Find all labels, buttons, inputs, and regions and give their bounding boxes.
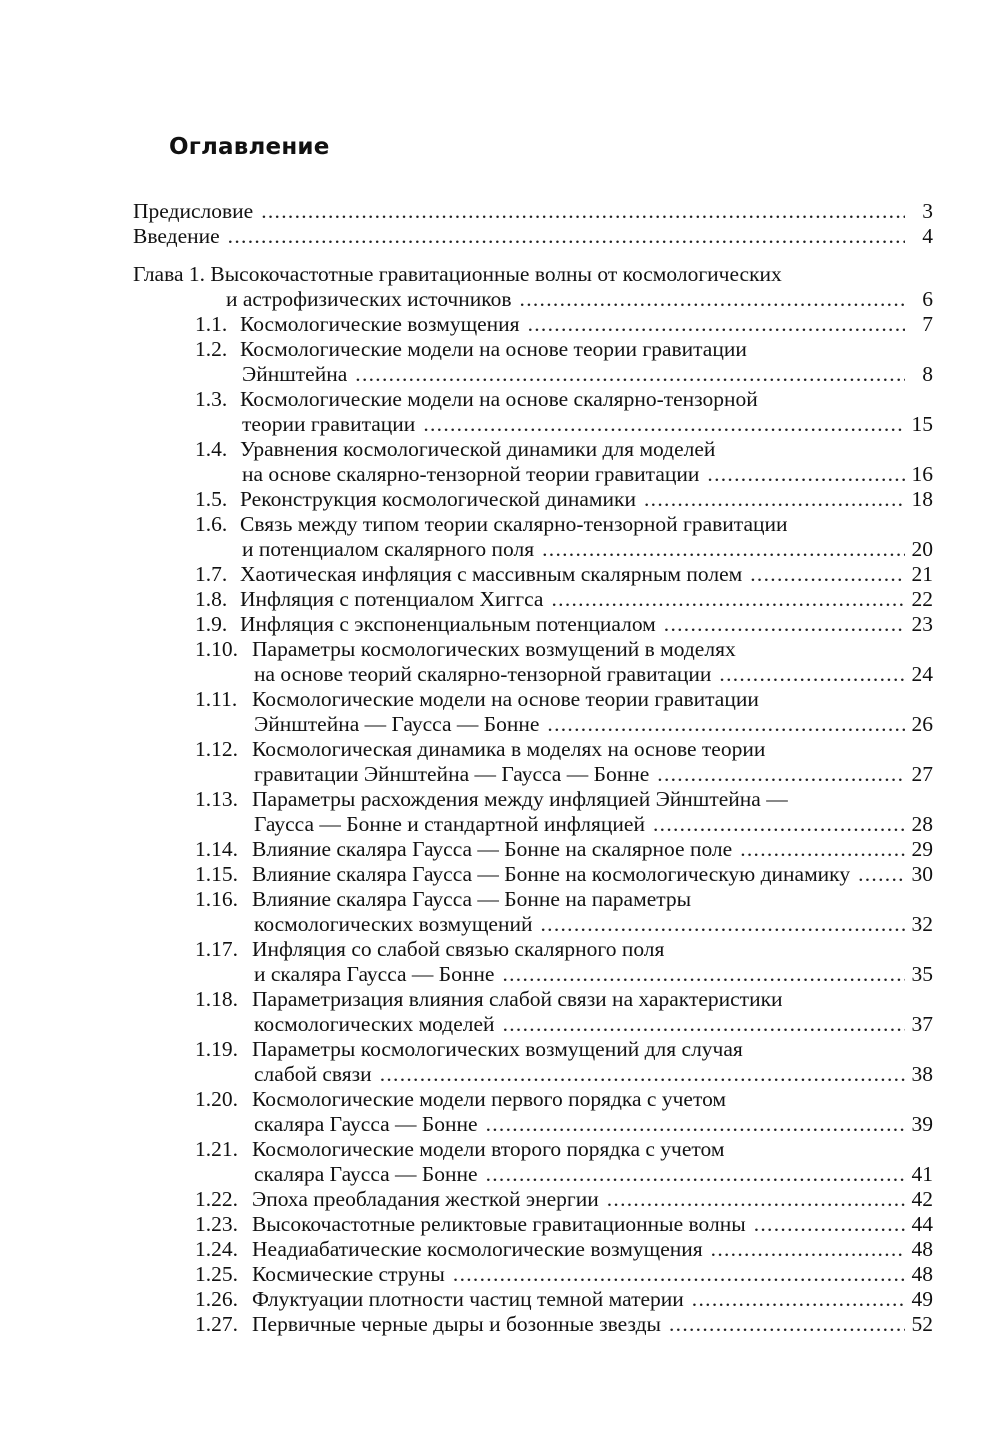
section-number: 1.19. [195, 1037, 238, 1061]
entry-title-wrap [195, 1287, 684, 1312]
entry-continuation-line [133, 1012, 933, 1037]
entry-title: Космические струны [252, 1262, 445, 1286]
toc-entry[interactable] [133, 224, 933, 249]
toc-entry[interactable] [133, 337, 933, 387]
toc-entry[interactable] [133, 1037, 933, 1087]
spacer [133, 249, 933, 262]
entry-title: Параметризация влияния слабой связи на характеристики [252, 987, 783, 1011]
entry-line [133, 562, 933, 587]
section-number: 1.23. [195, 1212, 238, 1236]
entry-title-wrap [254, 1062, 372, 1087]
entry-title-wrap [195, 1237, 703, 1262]
page-title: Оглавление [169, 134, 330, 160]
section-number: 1.26. [195, 1287, 238, 1311]
toc-entry[interactable] [133, 1212, 933, 1237]
page-number: 41 [911, 1162, 933, 1186]
dot-leader [754, 1212, 905, 1237]
page-number: 22 [911, 587, 933, 611]
page-number: 21 [911, 562, 933, 586]
entry-title-wrap [242, 412, 415, 437]
toc-entry[interactable] [133, 387, 933, 437]
entry-title: Параметры космологических возмущений в моделях [252, 637, 736, 661]
toc-entry[interactable] [133, 1237, 933, 1262]
entry-line [133, 512, 933, 537]
section-list [133, 312, 933, 1337]
entry-title: Параметры космологических возмущений для случая [252, 1037, 743, 1061]
chapter-title-continuation: и астрофизических источников [226, 287, 512, 311]
section-number: 1.5. [195, 487, 228, 511]
entry-line [133, 887, 933, 912]
toc-entry[interactable] [133, 199, 933, 224]
page-number: 42 [911, 1187, 933, 1211]
front-matter [133, 199, 933, 249]
entry-title: Космологические модели второго порядка с учетом [252, 1137, 725, 1161]
dot-leader [551, 587, 905, 612]
entry-title-wrap [195, 587, 543, 612]
entry-title: Влияние скаляра Гаусса — Бонне на скалярное поле [252, 837, 733, 861]
entry-title: на основе теорий скалярно-тензорной гравитации [254, 662, 712, 686]
toc-entry[interactable] [133, 512, 933, 562]
entry-title: слабой связи [254, 1062, 372, 1086]
entry-line [133, 1187, 933, 1212]
entry-title: на основе скалярно-тензорной теории гравитации [242, 462, 700, 486]
entry-title: Инфляция с экспоненциальным потенциалом [240, 612, 656, 636]
entry-title: Инфляция с потенциалом Хиггса [240, 587, 544, 611]
page-number: 49 [911, 1287, 933, 1311]
entry-title: Параметры расхождения между инфляцией Эйнштейна — [252, 787, 788, 811]
toc-entry[interactable] [133, 1287, 933, 1312]
section-number: 1.6. [195, 512, 228, 536]
dot-leader [502, 962, 905, 987]
dot-leader [520, 287, 905, 312]
entry-continuation-line [133, 1062, 933, 1087]
entry-continuation-line [133, 762, 933, 787]
entry-title: Уравнения космологической динамики для моделей [240, 437, 716, 461]
dot-leader [528, 312, 905, 337]
page-number: 8 [922, 362, 933, 386]
section-number: 1.4. [195, 437, 228, 461]
toc-entry[interactable] [133, 937, 933, 987]
toc-entry[interactable] [133, 487, 933, 512]
entry-title: космологических моделей [254, 1012, 495, 1036]
dot-leader [261, 199, 905, 224]
section-number: 1.22. [195, 1187, 238, 1211]
page-number: 30 [911, 862, 933, 886]
section-number: 1.3. [195, 387, 228, 411]
toc-entry[interactable] [133, 587, 933, 612]
page-number: 48 [911, 1237, 933, 1261]
table-of-contents [133, 199, 933, 1337]
entry-line [133, 837, 933, 862]
entry-line [133, 937, 933, 962]
entry-continuation-line [133, 662, 933, 687]
entry-continuation-line [133, 1162, 933, 1187]
entry-continuation-line [133, 912, 933, 937]
entry-title-wrap [242, 462, 699, 487]
entry-line [133, 1037, 933, 1062]
page-number: 32 [911, 912, 933, 936]
entry-continuation-line [133, 812, 933, 837]
entry-title-wrap [242, 362, 347, 387]
entry-continuation-line [133, 362, 933, 387]
entry-line [133, 637, 933, 662]
entry-title-wrap [195, 312, 520, 337]
section-number: 1.13. [195, 787, 238, 811]
chapter-title-line: Глава 1. Высокочастотные гравитационные волны от космологических [133, 262, 782, 286]
entry-continuation-line [133, 962, 933, 987]
page-number: 23 [911, 612, 933, 636]
dot-leader [644, 487, 905, 512]
entry-line [133, 1312, 933, 1337]
entry-title: Флуктуации плотности частиц темной материи [252, 1287, 684, 1311]
entry-line [133, 587, 933, 612]
dot-leader [486, 1162, 905, 1187]
section-number: 1.24. [195, 1237, 238, 1261]
section-number: 1.2. [195, 337, 228, 361]
section-number: 1.10. [195, 637, 238, 661]
section-number: 1.25. [195, 1262, 238, 1286]
entry-title: Космологические модели на основе теории гравитации [240, 337, 747, 361]
toc-entry[interactable] [133, 1312, 933, 1337]
toc-entry[interactable] [133, 1262, 933, 1287]
entry-title-wrap [195, 562, 742, 587]
page-number: 44 [911, 1212, 933, 1236]
dot-leader [503, 1012, 905, 1037]
page-number: 6 [922, 287, 933, 311]
entry-line [133, 387, 933, 412]
dot-leader [740, 837, 905, 862]
chapter-entry[interactable] [133, 262, 933, 312]
toc-entry[interactable] [133, 837, 933, 862]
section-number: 1.1. [195, 312, 228, 336]
entry-title: Предисловие [133, 199, 254, 223]
entry-title: Космологические возмущения [240, 312, 520, 336]
dot-leader [607, 1187, 905, 1212]
page-number: 39 [911, 1112, 933, 1136]
entry-line [133, 337, 933, 362]
entry-line [133, 987, 933, 1012]
entry-title-wrap [254, 762, 649, 787]
entry-title: и потенциалом скалярного поля [242, 537, 535, 561]
entry-continuation-line [133, 537, 933, 562]
toc-entry[interactable] [133, 1087, 933, 1137]
dot-leader [228, 224, 905, 249]
entry-line [133, 687, 933, 712]
entry-title: космологических возмущений [254, 912, 533, 936]
dot-leader [653, 812, 905, 837]
entry-title: Инфляция со слабой связью скалярного поля [252, 937, 665, 961]
entry-title: Реконструкция космологической динамики [240, 487, 636, 511]
entry-title: Связь между типом теории скалярно-тензорной гравитации [240, 512, 788, 536]
entry-line [133, 1237, 933, 1262]
entry-title: Хаотическая инфляция с массивным скалярным полем [240, 562, 743, 586]
entry-title: Гаусса — Бонне и стандартной инфляцией [254, 812, 645, 836]
dot-leader [692, 1287, 905, 1312]
entry-title-wrap [254, 662, 711, 687]
dot-leader [719, 662, 905, 687]
entry-title-wrap [195, 1212, 746, 1237]
dot-leader [547, 712, 905, 737]
entry-title-wrap [195, 1187, 599, 1212]
entry-title: Введение [133, 224, 220, 248]
entry-title-wrap [254, 912, 532, 937]
chapter-title-leader-line [133, 287, 933, 312]
entry-line [133, 612, 933, 637]
entry-line [133, 737, 933, 762]
section-number: 1.8. [195, 587, 228, 611]
toc-entry[interactable] [133, 737, 933, 787]
entry-title-wrap [254, 962, 494, 987]
entry-continuation-line [133, 712, 933, 737]
entry-title-wrap [195, 862, 850, 887]
dot-leader [542, 537, 905, 562]
dot-leader [540, 912, 905, 937]
entry-line [133, 1262, 933, 1287]
entry-title-wrap [254, 1012, 495, 1037]
dot-leader [486, 1112, 905, 1137]
entry-title: Высокочастотные реликтовые гравитационные волны [252, 1212, 746, 1236]
entry-title: Космологические модели на основе теории гравитации [252, 687, 759, 711]
entry-line [133, 312, 933, 337]
entry-title: Влияние скаляра Гаусса — Бонне на параметры [252, 887, 692, 911]
entry-title: Эйнштейна — Гаусса — Бонне [254, 712, 540, 736]
toc-entry[interactable] [133, 1187, 933, 1212]
entry-title: скаляра Гаусса — Бонне [254, 1112, 478, 1136]
section-number: 1.11. [195, 687, 238, 711]
entry-line [133, 1087, 933, 1112]
entry-title: Космологическая динамика в моделях на основе теории [252, 737, 766, 761]
page-number: 26 [911, 712, 933, 736]
dot-leader [669, 1312, 905, 1337]
entry-title-wrap [195, 837, 732, 862]
entry-title: Неадиабатические космологические возмущения [252, 1237, 703, 1261]
section-number: 1.27. [195, 1312, 238, 1336]
page-number: 4 [922, 224, 933, 248]
page-number: 48 [911, 1262, 933, 1286]
toc-entry[interactable] [133, 312, 933, 337]
dot-leader [750, 562, 905, 587]
entry-line [133, 437, 933, 462]
toc-entry[interactable] [133, 562, 933, 587]
section-number: 1.7. [195, 562, 228, 586]
entry-title-wrap [254, 1112, 478, 1137]
entry-line [133, 1287, 933, 1312]
entry-line [133, 1137, 933, 1162]
dot-leader [423, 412, 905, 437]
toc-entry[interactable] [133, 987, 933, 1037]
toc-entry[interactable] [133, 437, 933, 487]
entry-continuation-line [133, 412, 933, 437]
entry-line [133, 1212, 933, 1237]
entry-title-wrap [195, 1312, 661, 1337]
section-number: 1.14. [195, 837, 238, 861]
entry-title-wrap [254, 1162, 478, 1187]
entry-title: Эпоха преобладания жесткой энергии [252, 1187, 599, 1211]
toc-entry[interactable] [133, 787, 933, 837]
entry-title-wrap [242, 537, 534, 562]
page-number: 37 [911, 1012, 933, 1036]
dot-leader [657, 762, 905, 787]
toc-entry[interactable] [133, 612, 933, 637]
entry-title: и скаляра Гаусса — Бонне [254, 962, 495, 986]
page-number: 16 [911, 462, 933, 486]
dot-leader [380, 1062, 905, 1087]
page-number: 29 [911, 837, 933, 861]
section-number: 1.18. [195, 987, 238, 1011]
dot-leader [707, 462, 905, 487]
entry-title-wrap [195, 612, 656, 637]
entry-title: скаляра Гаусса — Бонне [254, 1162, 478, 1186]
section-number: 1.17. [195, 937, 238, 961]
page-number: 18 [911, 487, 933, 511]
entry-title: Эйнштейна [242, 362, 348, 386]
section-number: 1.20. [195, 1087, 238, 1111]
page-number: 27 [911, 762, 933, 786]
entry-line [133, 487, 933, 512]
toc-entry[interactable] [133, 1137, 933, 1187]
page-number: 35 [911, 962, 933, 986]
page-number: 15 [911, 412, 933, 436]
entry-title-wrap [195, 1262, 445, 1287]
dot-leader [355, 362, 905, 387]
page-number: 24 [911, 662, 933, 686]
entry-title: Влияние скаляра Гаусса — Бонне на космологическую динамику [252, 862, 851, 886]
entry-title: гравитации Эйнштейна — Гаусса — Бонне [254, 762, 650, 786]
entry-continuation-line [133, 1112, 933, 1137]
page-number: 3 [922, 199, 933, 223]
page-number: 28 [911, 812, 933, 836]
dot-leader [664, 612, 905, 637]
entry-continuation-line [133, 462, 933, 487]
section-number: 1.12. [195, 737, 238, 761]
entry-title-wrap [254, 812, 645, 837]
toc-entry[interactable] [133, 887, 933, 937]
entry-line [133, 862, 933, 887]
entry-title: Первичные черные дыры и бозонные звезды [252, 1312, 661, 1336]
entry-title: Космологические модели первого порядка с учетом [252, 1087, 727, 1111]
entry-title: теории гравитации [242, 412, 416, 436]
toc-entry[interactable] [133, 862, 933, 887]
dot-leader [858, 862, 905, 887]
dot-leader [453, 1262, 905, 1287]
toc-entry[interactable] [133, 687, 933, 737]
section-number: 1.15. [195, 862, 238, 886]
section-number: 1.21. [195, 1137, 238, 1161]
entry-title-wrap [254, 712, 539, 737]
section-number: 1.16. [195, 887, 238, 911]
section-number: 1.9. [195, 612, 228, 636]
page-number: 38 [911, 1062, 933, 1086]
page-number: 52 [911, 1312, 933, 1336]
entry-title-wrap [195, 487, 636, 512]
entry-title: Космологические модели на основе скалярно-тензорной [240, 387, 758, 411]
page-number: 20 [911, 537, 933, 561]
entry-line [133, 787, 933, 812]
toc-entry[interactable] [133, 637, 933, 687]
dot-leader [711, 1237, 905, 1262]
page-number: 7 [922, 312, 933, 336]
